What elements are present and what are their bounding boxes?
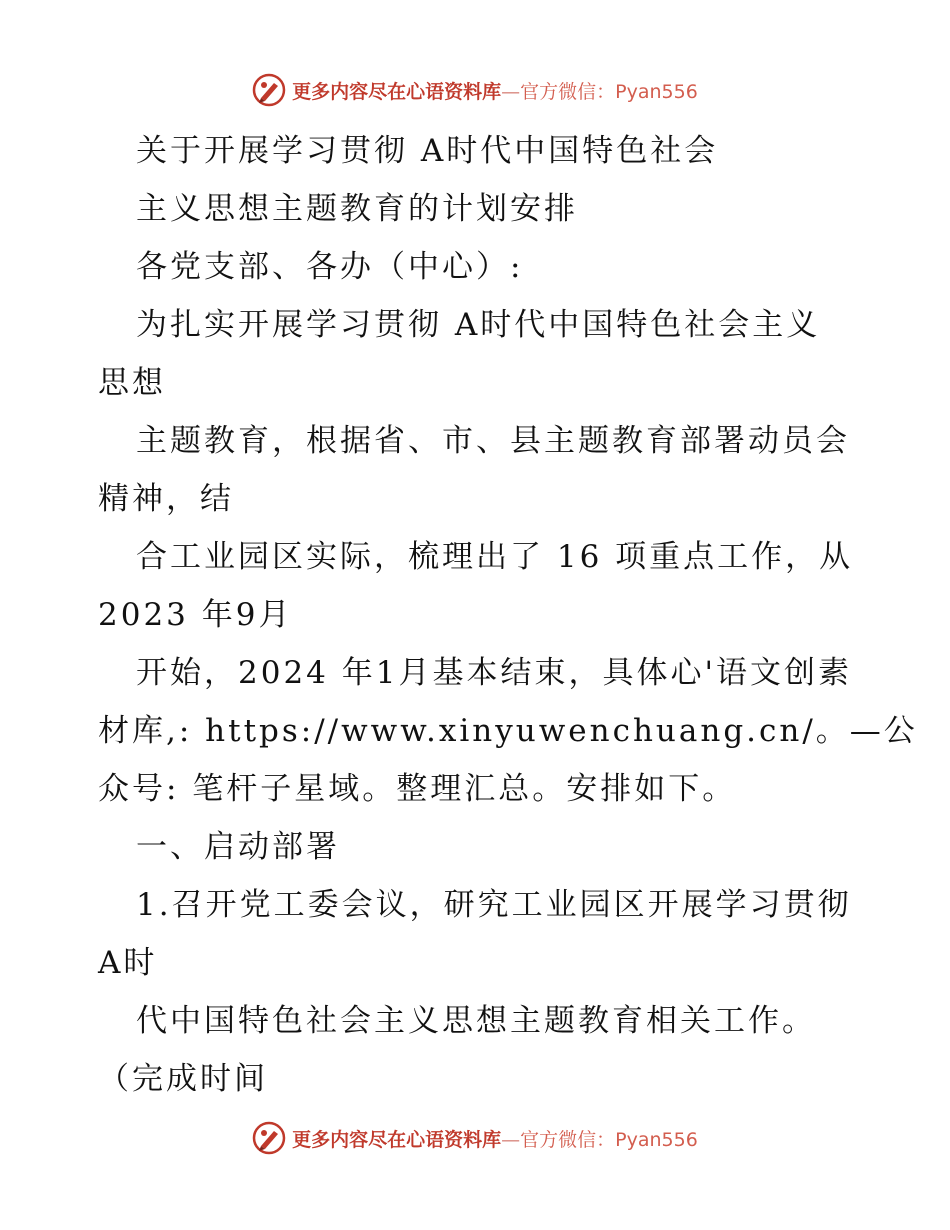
watermark-brand: 更多内容尽在心语资料库 (292, 1128, 502, 1151)
doc-paragraph-line: 主题教育，根据省、市、县主题教育部署动员会 (136, 423, 850, 459)
pen-logo-icon (252, 73, 286, 107)
doc-title-line-1: 关于开展学习贯彻 A时代中国特色社会 (136, 133, 719, 169)
doc-paragraph-line: 众号: 笔杆子星域。整理汇总。安排如下。 (98, 771, 737, 807)
doc-list-item-line: （完成时间 (98, 1061, 268, 1097)
doc-section-heading: 一、启动部署 (136, 829, 340, 865)
watermark-wechat: 官方微信：Pyan556 (520, 1128, 698, 1151)
doc-list-item-line: 1.召开党工委会议，研究工业园区开展学习贯彻 (136, 887, 852, 923)
pen-logo-icon (252, 1121, 286, 1155)
watermark-text (292, 77, 698, 104)
doc-paragraph-line: 为扎实开展学习贯彻 A时代中国特色社会主义 (136, 307, 821, 343)
doc-paragraph-line: 思想 (98, 365, 166, 401)
doc-title-line-2: 主义思想主题教育的计划安排 (136, 191, 578, 227)
doc-paragraph-line: 材库,: https://www.xinyuwenchuang.cn/。—公 (98, 713, 918, 749)
doc-list-item-line: 代中国特色社会主义思想主题教育相关工作。 (136, 1003, 816, 1039)
doc-paragraph-line: 合工业园区实际，梳理出了 16 项重点工作，从 (136, 539, 854, 575)
doc-paragraph-line: 2023 年9月 (98, 597, 293, 633)
watermark-separator: — (501, 80, 521, 103)
watermark-separator: — (501, 1128, 521, 1151)
doc-salutation: 各党支部、各办（中心）: (136, 249, 524, 285)
watermark-brand: 更多内容尽在心语资料库 (292, 80, 502, 103)
header-watermark-banner (0, 70, 950, 110)
footer-watermark-banner (0, 1118, 950, 1158)
doc-paragraph-line: 开始，2024 年1月基本结束，具体心'语文创素 (136, 655, 852, 691)
watermark-wechat: 官方微信：Pyan556 (520, 80, 698, 103)
document-body (98, 122, 918, 1108)
doc-paragraph-line: 精神，结 (98, 481, 234, 517)
doc-list-item-line: A时 (98, 945, 158, 981)
watermark-text (292, 1125, 698, 1152)
